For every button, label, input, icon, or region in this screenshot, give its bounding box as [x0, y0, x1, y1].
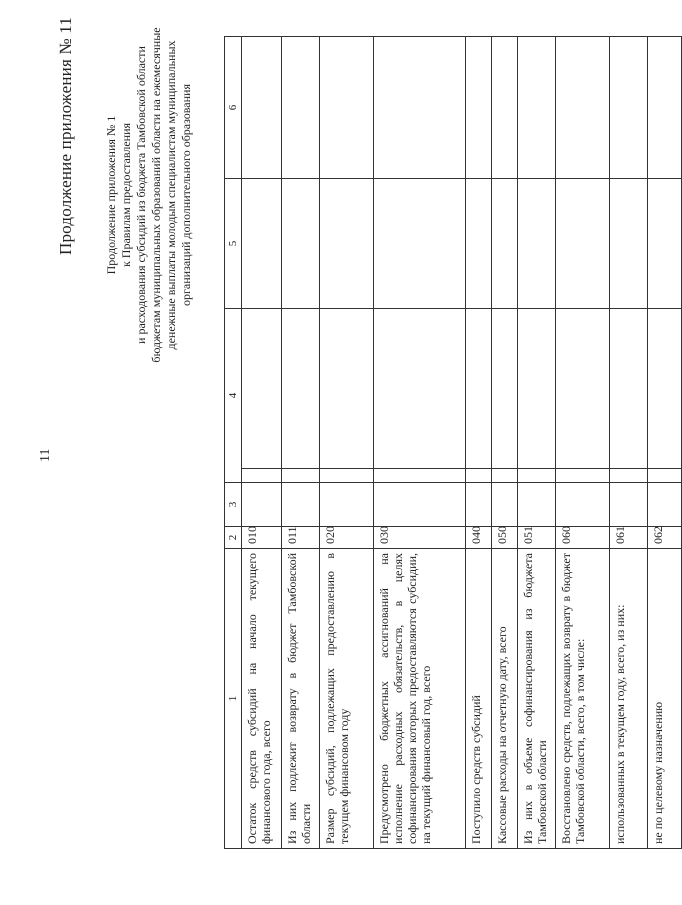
row-label: Восстановлено средств, подлежащих возврату в бюджет Тамбовской области, всего, в том числе: [556, 549, 610, 849]
column-header-5: 5 [225, 179, 242, 309]
column-header-1: 1 [225, 549, 242, 849]
header-line-5: денежные выплаты молодым специалистам муниципальных [164, 40, 178, 350]
row-code: 011 [282, 527, 320, 549]
table-row [610, 37, 648, 849]
row-label: Из них подлежит возврату в бюджет Тамбовской области [282, 549, 320, 849]
column-number-row [225, 37, 242, 849]
row-code: 020 [320, 527, 374, 549]
row-code: 050 [492, 527, 518, 549]
row-label: Из них в объеме софинансирования из бюджета Тамбовской области [518, 549, 556, 849]
column-header-2: 2 [225, 527, 242, 549]
column-header-3: 3 [225, 483, 242, 527]
header-line-1: Продолжение приложения № 1 [104, 115, 118, 275]
header-line-6: организаций дополнительного образования [179, 84, 193, 306]
row-label: Кассовые расходы на отчетную дату, всего [492, 549, 518, 849]
table-row [492, 37, 518, 849]
report-table [224, 36, 682, 849]
table-row [282, 37, 320, 849]
row-label: Предусмотрено бюджетных ассигнований на исполнение расходных обязательств, в целях софинансирования которых предоставляются субсидии, на текущий финансовый год, всего [374, 549, 466, 849]
table-row [242, 37, 282, 849]
table-row [320, 37, 374, 849]
row-label: не по целевому назначению [648, 549, 682, 849]
row-code: 062 [648, 527, 682, 549]
column-header-6: 6 [225, 37, 242, 179]
header-line-2: к Правилам предоставления [119, 122, 133, 268]
header-line-3: и расходования субсидий из бюджета Тамбовской области [134, 46, 148, 344]
row-code: 040 [466, 527, 492, 549]
column-header-4: 4 [225, 309, 242, 483]
row-label: Остаток средств субсидий на начало текущего финансового года, всего [242, 549, 282, 849]
row-code: 051 [518, 527, 556, 549]
table-row [466, 37, 492, 849]
table-row [556, 37, 610, 849]
table-row [648, 37, 682, 849]
row-label: Размер субсидий, подлежащих предоставлению в текущем финансовом году [320, 549, 374, 849]
table-row [518, 37, 556, 849]
table-row [374, 37, 466, 849]
header-line-4: бюджетам муниципальных образований области на ежемесячные [149, 27, 163, 363]
row-code: 060 [556, 527, 610, 549]
row-code: 030 [374, 527, 466, 549]
page-number: 11 [38, 448, 53, 462]
row-label: Поступило средств субсидий [466, 549, 492, 849]
continuation-title: Продолжение приложения № 11 [56, 16, 75, 255]
appendix-header [104, 25, 194, 365]
row-label: использованных в текущем году, всего, из них: [610, 549, 648, 849]
row-code: 061 [610, 527, 648, 549]
row-code: 010 [242, 527, 282, 549]
